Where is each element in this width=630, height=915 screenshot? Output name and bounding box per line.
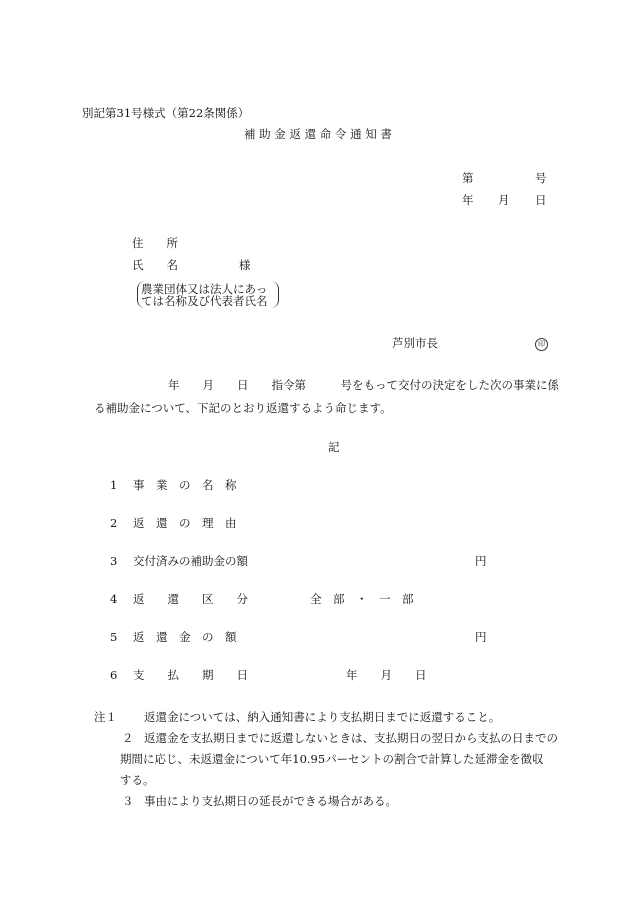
- issuer: 芦別市長: [392, 336, 438, 350]
- item-unit: 円: [475, 630, 487, 644]
- form-label: 別記第31号様式（第22条関係）: [82, 106, 250, 120]
- note-2-number: ２: [122, 731, 134, 745]
- item-value: 年 月 日: [346, 668, 427, 682]
- note-2-line3: する。: [120, 773, 155, 787]
- seal-icon: 印: [535, 338, 548, 351]
- date-day: 日: [535, 193, 547, 207]
- item-number: 1: [110, 478, 118, 492]
- address-label: 住 所: [132, 236, 178, 250]
- item-number: 6: [110, 668, 118, 682]
- item-label: 返 還 金 の 額: [133, 630, 237, 644]
- note-2-line2: 期間に応じ、未返還金について年10.95パーセントの割合で計算した延滞金を徴収: [120, 752, 544, 766]
- note-1-text: 返還金については、納入通知書により支払期日までに返還すること。: [144, 710, 501, 724]
- org-note-line1: 農業団体又は法人にあっ: [141, 282, 268, 296]
- item-label: 交付済みの補助金の額: [133, 554, 248, 568]
- document-title: 補 助 金 返 還 命 令 通 知 書: [244, 127, 392, 141]
- item-number: 2: [110, 516, 118, 530]
- note-3-text: 事由により支払期日の延長ができる場合がある。: [144, 794, 397, 808]
- body-line-1: 年 月 日 指令第 号をもって交付の決定をした次の事業に係: [168, 378, 559, 392]
- item-number: 3: [110, 554, 118, 568]
- note-2-line1: 返還金を支払期日までに返還しないときは、支払期日の翌日から支払の日までの: [144, 731, 558, 745]
- number-dai: 第: [462, 171, 474, 185]
- date-year: 年: [462, 193, 474, 207]
- ki-heading: 記: [328, 440, 340, 454]
- item-unit: 円: [475, 554, 487, 568]
- item-label: 支 払 期 日: [133, 668, 248, 682]
- date-month: 月: [498, 193, 510, 207]
- number-go: 号: [535, 171, 547, 185]
- item-label: 返 還 の 理 由: [133, 516, 237, 530]
- item-number: 5: [110, 630, 118, 644]
- name-label: 氏 名: [132, 258, 178, 272]
- item-label: 返 還 区 分: [133, 592, 248, 606]
- body-line-2: る補助金について、下記のとおり返還するよう命じます。: [94, 401, 392, 415]
- item-label: 事 業 の 名 称: [133, 478, 237, 492]
- org-note-line2: ては名称及び代表者氏名: [141, 294, 268, 308]
- note-3-number: ３: [122, 794, 134, 808]
- item-number: 4: [110, 592, 118, 606]
- item-value: 全 部 ・ 一 部: [310, 592, 414, 606]
- sama-label: 様: [239, 258, 251, 272]
- note-1-prefix: 注１: [94, 710, 117, 724]
